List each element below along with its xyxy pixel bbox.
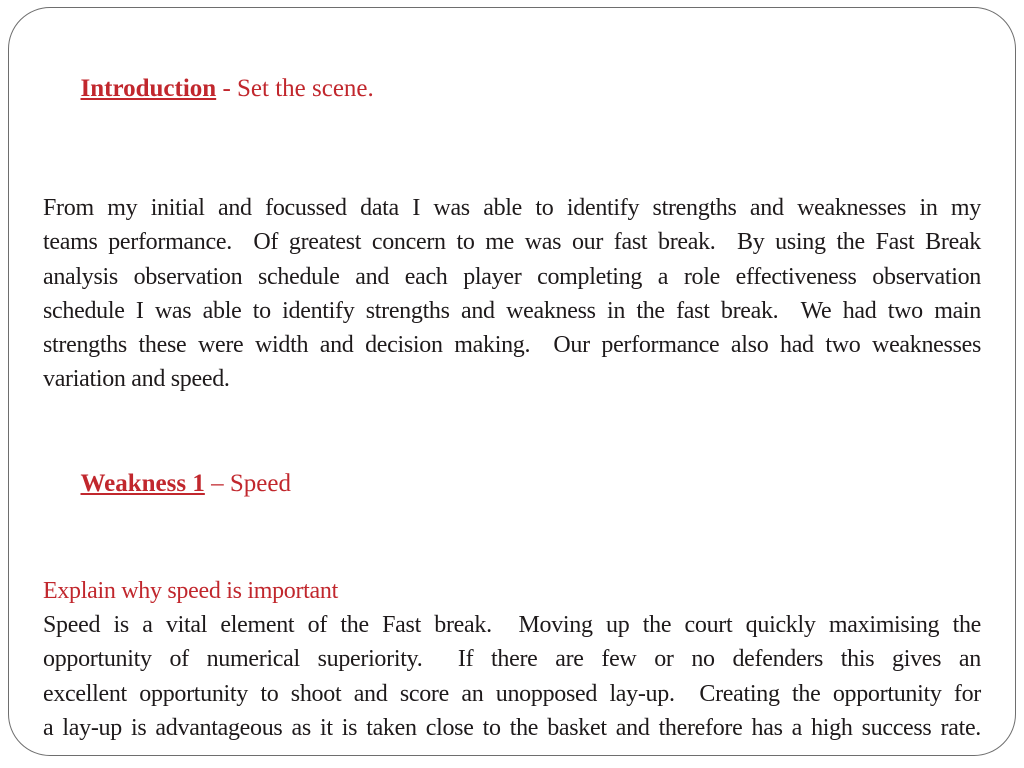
- slide: [8, 7, 1016, 756]
- slide-content: [9, 8, 1015, 745]
- text-line: a lay-up is advantageous as it is taken close to the basket and therefore has a high success rate.: [43, 714, 981, 741]
- text-line: Speed is a vital element of the Fast break. Moving up the court quickly maximising the: [43, 612, 981, 639]
- text-line: schedule I was able to identify strengths and weakness in the fast break. We had two main: [43, 297, 981, 324]
- intro-paragraph: [43, 191, 981, 397]
- speed-section: [43, 574, 981, 745]
- text-line: From my initial and focussed data I was able to identify strengths and weaknesses in my: [43, 195, 981, 221]
- text-line: opportunity of numerical superiority. If there are few or no defenders this gives an: [43, 646, 981, 673]
- weakness-heading: [43, 424, 981, 544]
- weakness-keyword: Weakness 1: [80, 469, 205, 497]
- text-line: variation and speed.: [43, 366, 230, 393]
- title-subtitle: - Set the scene.: [216, 75, 374, 102]
- text-line: teams performance. Of greatest concern to me was our fast break. By using the Fast Break: [43, 229, 981, 256]
- page-title: [43, 29, 981, 149]
- weakness-subtitle: – Speed: [204, 469, 291, 497]
- title-keyword: Introduction: [80, 75, 217, 102]
- speed-lead-line: Explain why speed is important: [43, 577, 338, 604]
- text-line: analysis observation schedule and each player completing a role effectiveness observation: [43, 263, 981, 290]
- text-line: strengths these were width and decision making. Our performance also had two weaknesses: [43, 332, 981, 359]
- text-line: excellent opportunity to shoot and score an unopposed lay-up. Creating the opportunity for: [43, 680, 981, 707]
